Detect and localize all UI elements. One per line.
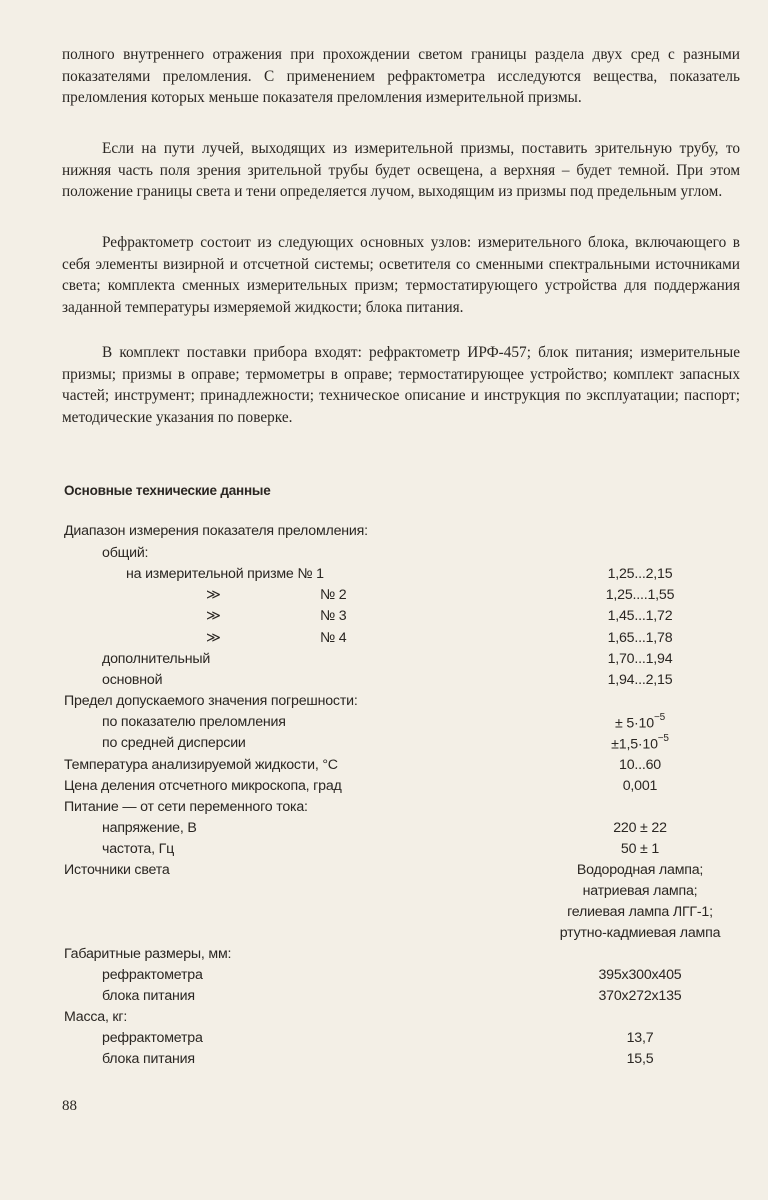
spec-light-value-1: Водородная лампа;	[576, 862, 704, 878]
spec-additional-label: дополнительный	[102, 651, 211, 667]
spec-dispersion-exponent: −5	[657, 733, 669, 744]
spec-refr-index-label: по показателю преломления	[102, 714, 286, 730]
spec-voltage-value: 220 ± 22	[613, 820, 667, 836]
spec-voltage-label: напряжение, В	[102, 820, 197, 836]
spec-mass-refr-value: 13,7	[626, 1030, 654, 1046]
spec-light-value-3: гелиевая лампа ЛГГ-1;	[567, 904, 713, 920]
spec-dims-refr-label: рефрактометра	[102, 967, 203, 983]
spec-dims-refr-value: 395x300x405	[598, 967, 682, 983]
spec-power-label: Питание — от сети переменного тока:	[64, 799, 308, 815]
spec-light-value-2: натриевая лампа;	[582, 883, 698, 899]
paragraph-4-text: В комплект поставки прибора входят: рефрактометр ИРФ-457; блок питания; измерительные призмы; призмы в оправе; термометры в оправе; термостатирующее устройство; комплект запасных частей; инструмент; принадлежности; техническое описание и инструкция по эксплуатации; паспорт; методические указания по поверке.	[62, 344, 740, 426]
spec-refr-index-exponent: −5	[653, 712, 665, 723]
spec-mass-label: Масса, кг:	[64, 1009, 128, 1025]
spec-refr-index-value	[520, 714, 760, 732]
paragraph-2	[62, 138, 740, 203]
spec-temp-value: 10...60	[619, 757, 661, 773]
spec-ditto-mark: ≫	[206, 608, 221, 624]
spec-dispersion-base: ±1,5·10	[611, 736, 658, 753]
spec-range-label: Диапазон измерения показателя преломления:	[64, 523, 368, 539]
spec-main-label: основной	[102, 672, 163, 688]
spec-refr-index-base: ± 5·10	[615, 715, 654, 732]
spec-dispersion-label: по средней дисперсии	[102, 735, 246, 751]
spec-dims-power-value: 370x272x135	[598, 988, 682, 1004]
spec-prism4-value: 1,65...1,78	[607, 630, 673, 646]
spec-mass-power-label: блока питания	[102, 1051, 195, 1067]
spec-prism4-label: № 4	[320, 630, 347, 646]
spec-prism1-label: на измерительной призме № 1	[126, 566, 324, 582]
spec-temp-label: Температура анализируемой жидкости, °C	[64, 757, 338, 773]
paragraph-4	[62, 342, 740, 428]
spec-freq-value: 50 ± 1	[620, 841, 660, 857]
paragraph-3	[62, 232, 740, 318]
paragraph-1-text: полного внутреннего отражения при прохождении светом границы раздела двух сред с разными показателями преломления. С применением рефрактометра исследуются вещества, показатель преломления которых меньше показателя преломления измерительной призмы.	[62, 46, 740, 107]
paragraph-3-text: Рефрактометр состоит из следующих основных узлов: измерительного блока, включающего в себя элементы визирной и отсчетной системы; осветителя со сменными спектральными источниками света; комплекта сменных измерительных призм; термостатирующего устройства для поддержания заданной температуры измеряемой жидкости; блока питания.	[62, 234, 740, 316]
spec-mass-power-value: 15,5	[626, 1051, 654, 1067]
spec-error-label: Предел допускаемого значения погрешности:	[64, 693, 358, 709]
spec-general-label: общий:	[102, 545, 149, 561]
paragraph-2-text: Если на пути лучей, выходящих из измерительной призмы, поставить зрительную трубу, то нижняя часть поля зрения зрительной трубы будет освещена, а верхняя – будет темной. При этом положение границы света и тени определяется лучом, выходящим из призмы под предельным углом.	[62, 140, 740, 201]
spec-main-value: 1,94...2,15	[607, 672, 673, 688]
spec-dispersion-value	[520, 735, 760, 753]
spec-additional-value: 1,70...1,94	[607, 651, 673, 667]
spec-prism3-value: 1,45...1,72	[607, 608, 673, 624]
spec-prism2-label: № 2	[320, 587, 347, 603]
spec-scale-value: 0,001	[622, 778, 658, 794]
spec-freq-label: частота, Гц	[102, 841, 175, 857]
spec-scale-label: Цена деления отсчетного микроскопа, град	[64, 778, 342, 794]
spec-light-value-4: ртутно-кадмиевая лампа	[559, 925, 721, 941]
section-heading: Основные технические данные	[64, 483, 271, 498]
paragraph-1	[62, 44, 740, 109]
page-number: 88	[62, 1098, 77, 1114]
spec-mass-refr-label: рефрактометра	[102, 1030, 203, 1046]
spec-dims-power-label: блока питания	[102, 988, 195, 1004]
spec-prism2-value: 1,25....1,55	[605, 587, 675, 603]
spec-ditto-mark: ≫	[206, 630, 221, 646]
spec-ditto-mark: ≫	[206, 587, 221, 603]
spec-light-label: Источники света	[64, 862, 170, 878]
spec-prism3-label: № 3	[320, 608, 347, 624]
spec-prism1-value: 1,25...2,15	[607, 566, 673, 582]
spec-dims-label: Габаритные размеры, мм:	[64, 946, 232, 962]
